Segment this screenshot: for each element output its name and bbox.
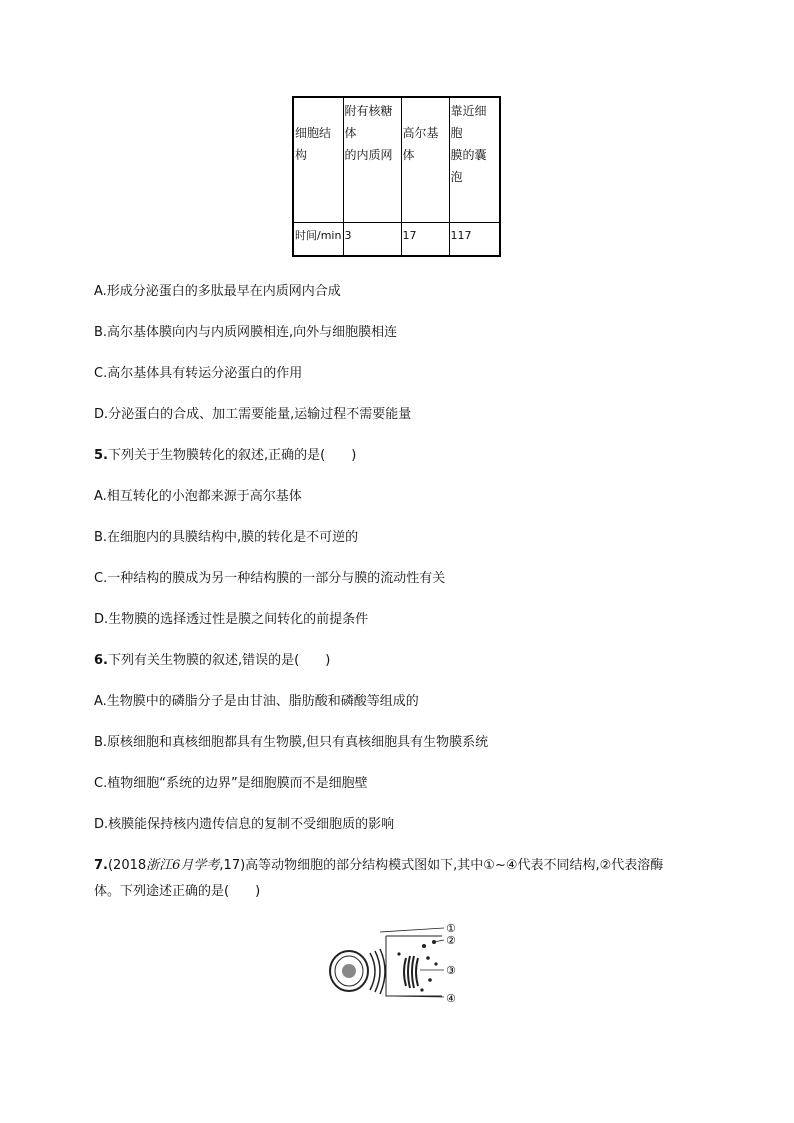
diagram-label: ②: [446, 934, 456, 947]
question-5: [94, 444, 356, 463]
question-stem: 下列有关生物膜的叙述,错误的是( ): [107, 653, 331, 668]
option-c: C.高尔基体具有转运分泌蛋白的作用: [94, 366, 303, 381]
question-number: 6.: [94, 653, 108, 668]
table-cell: 17: [401, 223, 449, 257]
secretion-time-table: [292, 96, 501, 257]
animal-cell-structure-diagram: [324, 918, 474, 1008]
table-header-cell: 高尔基 体: [401, 97, 449, 223]
option-b: B.原核细胞和真核细胞都具有生物膜,但只有真核细胞具有生物膜系统: [94, 735, 489, 750]
option-a: A.生物膜中的磷脂分子是由甘油、脂肪酸和磷酸等组成的: [94, 694, 419, 709]
table-cell: 117: [449, 223, 500, 257]
table-header-row: [293, 97, 500, 223]
table-header-cell: 靠近细 胞 膜的囊 泡: [449, 97, 500, 223]
option-a: A.相互转化的小泡都来源于高尔基体: [94, 489, 302, 504]
option-c: C.植物细胞“系统的边界”是细胞膜而不是细胞壁: [94, 776, 368, 791]
option-c: C.一种结构的膜成为另一种结构膜的一部分与膜的流动性有关: [94, 571, 446, 586]
question-source: (2018浙江6月学考,17): [107, 858, 246, 873]
diagram-label: ①: [446, 922, 456, 935]
option-b: B.高尔基体膜向内与内质网膜相连,向外与细胞膜相连: [94, 325, 398, 340]
question-stem-continued: 体。下列途述正确的是( ): [94, 884, 261, 899]
option-d: D.分泌蛋白的合成、加工需要能量,运输过程不需要能量: [94, 407, 412, 422]
table-cell-label: 时间/min: [293, 223, 343, 257]
option-a: A.形成分泌蛋白的多肽最早在内质网内合成: [94, 284, 341, 299]
question-number: 7.: [94, 858, 108, 873]
table-cell: 3: [343, 223, 401, 257]
diagram-label: ③: [446, 964, 456, 977]
diagram-label: ④: [446, 992, 456, 1005]
table-header-cell: 附有核糖 体 的内质网: [343, 97, 401, 223]
option-b: B.在细胞内的具膜结构中,膜的转化是不可逆的: [94, 530, 359, 545]
question-stem: 高等动物细胞的部分结构模式图如下,其中①~④代表不同结构,②代表溶酶: [245, 858, 664, 873]
question-number: 5.: [94, 448, 108, 463]
table-row: [293, 223, 500, 257]
option-d: D.生物膜的选择透过性是膜之间转化的前提条件: [94, 612, 369, 627]
table-header-cell: 细胞结 构: [293, 97, 343, 223]
option-d: D.核膜能保持核内遗传信息的复制不受细胞质的影响: [94, 817, 395, 832]
question-6: [94, 649, 330, 668]
question-stem: 下列关于生物膜转化的叙述,正确的是( ): [107, 448, 357, 463]
question-7: [94, 854, 663, 873]
